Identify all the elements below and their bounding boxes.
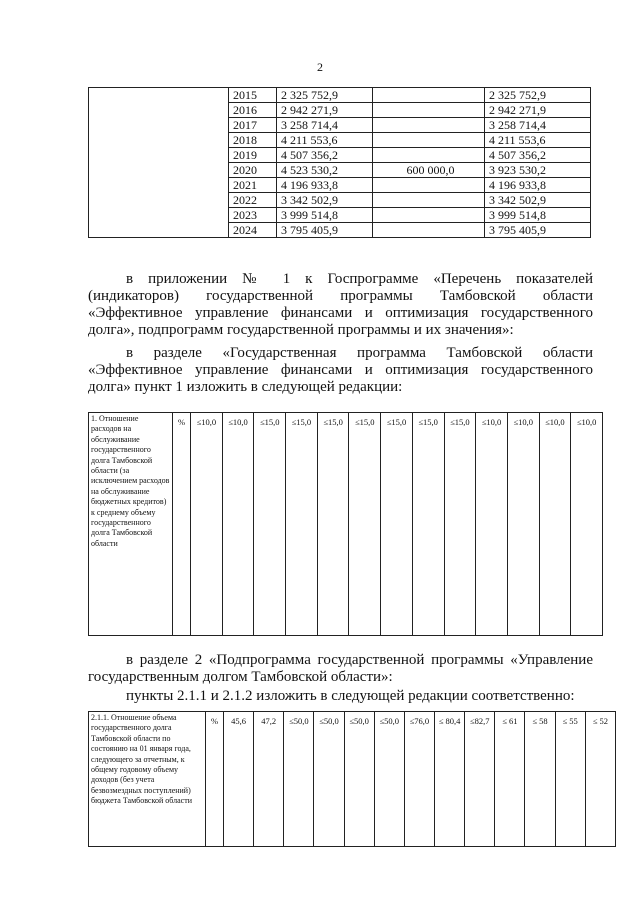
indicator-value: ≤15,0 xyxy=(412,413,444,636)
year-cell: 2022 xyxy=(229,193,277,208)
regional-cell: 4 196 933,8 xyxy=(485,178,591,193)
regional-cell: 4 507 356,2 xyxy=(485,148,591,163)
indicator-value: 45,6 xyxy=(224,712,254,847)
indicator-value: ≤15,0 xyxy=(349,413,381,636)
regional-cell: 3 923 530,2 xyxy=(485,163,591,178)
paragraph-section: в разделе «Государственная программа Тамбовской области «Эффективное управление финансами и оптимизация государственного долга» пункт 1 изложить в следующей редакции: xyxy=(88,345,593,395)
paragraph-subprogram: в разделе 2 «Подпрограмма государственной программы «Управление государственным долгом Тамбовской области»: xyxy=(88,652,593,685)
indicator-unit: % xyxy=(173,413,191,636)
indicator-table-2 xyxy=(88,711,616,847)
federal-cell xyxy=(373,148,485,163)
federal-cell xyxy=(373,208,485,223)
indicator-name: 2.1.1. Отношение объема государственного долга Тамбовской области по состоянию на 01 января года, следующего за отчетным, к общему годовому объему доходов (без учета безвозмездных поступлений) бюджета Тамбовской области xyxy=(89,712,206,847)
federal-cell: 600 000,0 xyxy=(373,163,485,178)
year-cell: 2018 xyxy=(229,133,277,148)
federal-cell xyxy=(373,223,485,238)
federal-cell xyxy=(373,193,485,208)
regional-cell: 2 942 271,9 xyxy=(485,103,591,118)
federal-cell xyxy=(373,178,485,193)
federal-cell xyxy=(373,103,485,118)
page-number: 2 xyxy=(317,60,323,74)
total-cell: 3 795 405,9 xyxy=(277,223,373,238)
year-cell: 2017 xyxy=(229,118,277,133)
total-cell: 3 258 714,4 xyxy=(277,118,373,133)
year-cell: 2015 xyxy=(229,88,277,103)
indicator-value: ≤76,0 xyxy=(404,712,434,847)
indicator-value: ≤82,7 xyxy=(465,712,495,847)
indicator-value: ≤ 52 xyxy=(585,712,615,847)
federal-cell xyxy=(373,88,485,103)
year-cell: 2020 xyxy=(229,163,277,178)
indicator-value: ≤ 61 xyxy=(495,712,525,847)
regional-cell: 3 999 514,8 xyxy=(485,208,591,223)
total-cell: 4 196 933,8 xyxy=(277,178,373,193)
indicator-value: ≤50,0 xyxy=(284,712,314,847)
finance-table xyxy=(88,87,591,238)
total-cell: 4 211 553,6 xyxy=(277,133,373,148)
indicator-name: 1. Отношение расходов на обслуживание государственного долга Тамбовской области (за исключением расходов на обслуживание бюджетных кредитов) к среднему объему государственного долга Тамбовской области xyxy=(89,413,173,636)
total-cell: 4 507 356,2 xyxy=(277,148,373,163)
indicator-value: ≤50,0 xyxy=(314,712,344,847)
indicator-value: ≤10,0 xyxy=(222,413,254,636)
indicator-value: ≤10,0 xyxy=(476,413,508,636)
year-cell: 2024 xyxy=(229,223,277,238)
indicator-value: ≤15,0 xyxy=(254,413,286,636)
table-row xyxy=(89,413,603,636)
total-cell: 3 342 502,9 xyxy=(277,193,373,208)
total-cell: 3 999 514,8 xyxy=(277,208,373,223)
indicator-value: ≤15,0 xyxy=(444,413,476,636)
federal-cell xyxy=(373,118,485,133)
year-cell: 2023 xyxy=(229,208,277,223)
indicator-value: ≤15,0 xyxy=(286,413,318,636)
regional-cell: 2 325 752,9 xyxy=(485,88,591,103)
total-cell: 2 942 271,9 xyxy=(277,103,373,118)
year-cell: 2021 xyxy=(229,178,277,193)
total-cell: 4 523 530,2 xyxy=(277,163,373,178)
indicator-value: ≤10,0 xyxy=(539,413,571,636)
federal-cell xyxy=(373,133,485,148)
regional-cell: 3 795 405,9 xyxy=(485,223,591,238)
indicator-value: ≤10,0 xyxy=(507,413,539,636)
indicator-value: ≤ 58 xyxy=(525,712,555,847)
indicator-value: ≤15,0 xyxy=(317,413,349,636)
indicator-value: ≤10,0 xyxy=(191,413,223,636)
paragraph-items: пункты 2.1.1 и 2.1.2 изложить в следующей редакции соответственно: xyxy=(126,688,575,704)
table-row xyxy=(89,88,591,103)
year-cell: 2016 xyxy=(229,103,277,118)
indicator-unit: % xyxy=(206,712,224,847)
indicator-value: ≤10,0 xyxy=(571,413,603,636)
total-cell: 2 325 752,9 xyxy=(277,88,373,103)
paragraph-appendix: в приложении № 1 к Госпрограмме «Перечень показателей (индикаторов) государственной программы Тамбовской области «Эффективное управление финансами и оптимизация государственного долга», подпрограмм государственной программы и их значения»: xyxy=(88,271,593,338)
merged-blank-cell xyxy=(89,88,229,238)
indicator-value: 47,2 xyxy=(254,712,284,847)
table-row xyxy=(89,712,616,847)
indicator-value: ≤50,0 xyxy=(344,712,374,847)
indicator-value: ≤ 80,4 xyxy=(434,712,464,847)
indicator-table-1 xyxy=(88,412,603,636)
indicator-value: ≤ 55 xyxy=(555,712,585,847)
regional-cell: 3 258 714,4 xyxy=(485,118,591,133)
indicator-value: ≤15,0 xyxy=(381,413,413,636)
indicator-value: ≤50,0 xyxy=(374,712,404,847)
regional-cell: 3 342 502,9 xyxy=(485,193,591,208)
year-cell: 2019 xyxy=(229,148,277,163)
regional-cell: 4 211 553,6 xyxy=(485,133,591,148)
